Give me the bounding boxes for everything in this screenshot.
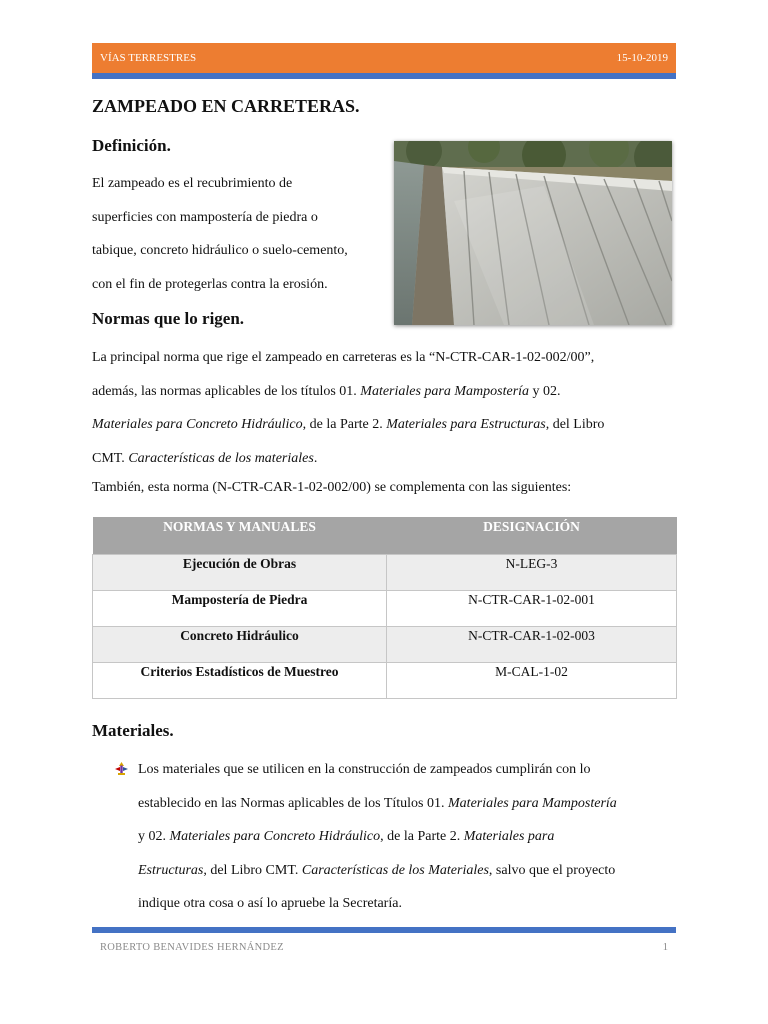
text-run-italic: Características de los materiales <box>128 450 314 466</box>
table-cell-norma: Mampostería de Piedra <box>93 591 387 627</box>
text-run: , salvo que el proyecto <box>488 862 616 878</box>
table-row <box>93 555 677 591</box>
section-heading-normas: Normas que lo rigen. <box>92 309 245 328</box>
text-run: establecido en las Normas aplicables de los Títulos 01. <box>138 795 449 811</box>
text-run-italic: Materiales para <box>463 829 555 844</box>
table-cell-norma: Ejecución de Obras <box>93 555 387 591</box>
normas-line <box>92 442 682 476</box>
table-header-cell: DESIGNACIÓN <box>387 517 677 555</box>
normas-paragraph <box>92 341 682 501</box>
definicion-paragraph <box>92 167 348 301</box>
text-run-italic: Materiales para Mampostería <box>448 795 617 811</box>
table-header-row <box>93 517 677 555</box>
table-cell-norma: Criterios Estadísticos de Muestreo <box>93 663 387 699</box>
bullet-icon <box>115 762 128 775</box>
text-run-italic: Materiales para Mampostería <box>360 383 530 399</box>
text-run-italic: Estructuras <box>138 862 204 878</box>
text-run: y 02. <box>138 829 170 844</box>
materiales-line <box>138 820 678 854</box>
table-header-cell: NORMAS Y MANUALES <box>93 517 387 555</box>
text-run: y 02. <box>529 383 561 399</box>
definicion-line: El zampeado es el recubrimiento de <box>92 176 293 191</box>
table-cell-designacion: N-CTR-CAR-1-02-001 <box>387 591 677 627</box>
normas-line: También, esta norma (N-CTR-CAR-1-02-002/00) se complementa con las siguientes: <box>92 480 572 495</box>
table-row <box>93 663 677 699</box>
normas-table <box>92 517 677 699</box>
header-title: VÍAS TERRESTRES <box>100 52 197 64</box>
footer-divider <box>92 927 676 933</box>
text-run-italic: Materiales para Estructuras <box>386 417 546 432</box>
definicion-line: con el fin de protegerlas contra la erosión. <box>92 276 328 292</box>
definicion-line: tabique, concreto hidráulico o suelo-cemento, <box>92 243 348 258</box>
table-cell-designacion: N-LEG-3 <box>387 555 677 591</box>
page-header <box>92 43 676 73</box>
table-cell-designacion: N-CTR-CAR-1-02-003 <box>387 627 677 663</box>
text-run-italic: Características de los Materiales <box>301 862 489 878</box>
section-heading-materiales: Materiales. <box>92 721 174 740</box>
text-run: . <box>313 450 318 466</box>
zampeado-photo <box>394 141 672 325</box>
materiales-line: Los materiales que se utilicen en la construcción de zampeados cumplirán con lo <box>138 762 591 777</box>
table-row <box>93 627 677 663</box>
normas-line <box>92 408 682 442</box>
header-divider <box>92 73 676 79</box>
text-run-italic: Materiales para Concreto Hidráulico <box>92 417 303 432</box>
table-row <box>93 591 677 627</box>
text-run: , del Libro CMT. <box>203 862 302 878</box>
normas-line: La principal norma que rige el zampeado en carreteras es la “N-CTR-CAR-1-02-002/00”, <box>92 350 595 365</box>
section-heading-definicion: Definición. <box>92 136 171 155</box>
footer-author: ROBERTO BENAVIDES HERNÁNDEZ <box>100 942 284 953</box>
definicion-line: superficies con mampostería de piedra o <box>92 209 318 225</box>
table-cell-norma: Concreto Hidráulico <box>93 627 387 663</box>
materiales-line: indique otra cosa o así lo apruebe la Secretaría. <box>138 896 402 911</box>
materiales-line <box>138 854 678 888</box>
header-date: 15-10-2019 <box>616 52 668 64</box>
materiales-bullet-text <box>138 753 678 921</box>
text-run: , del Libro <box>545 417 605 432</box>
table-cell-designacion: M-CAL-1-02 <box>387 663 677 699</box>
text-run: , de la Parte 2. <box>380 829 464 844</box>
page-title: ZAMPEADO EN CARRETERAS. <box>92 96 360 116</box>
text-run: CMT. <box>92 450 129 466</box>
text-run: , de la Parte 2. <box>302 417 387 432</box>
materiales-line <box>138 787 678 821</box>
normas-line <box>92 375 682 409</box>
text-run-italic: Materiales para Concreto Hidráulico <box>169 829 381 844</box>
page-number: 1 <box>662 942 668 953</box>
text-run: además, las normas aplicables de los títulos 01. <box>92 383 361 399</box>
